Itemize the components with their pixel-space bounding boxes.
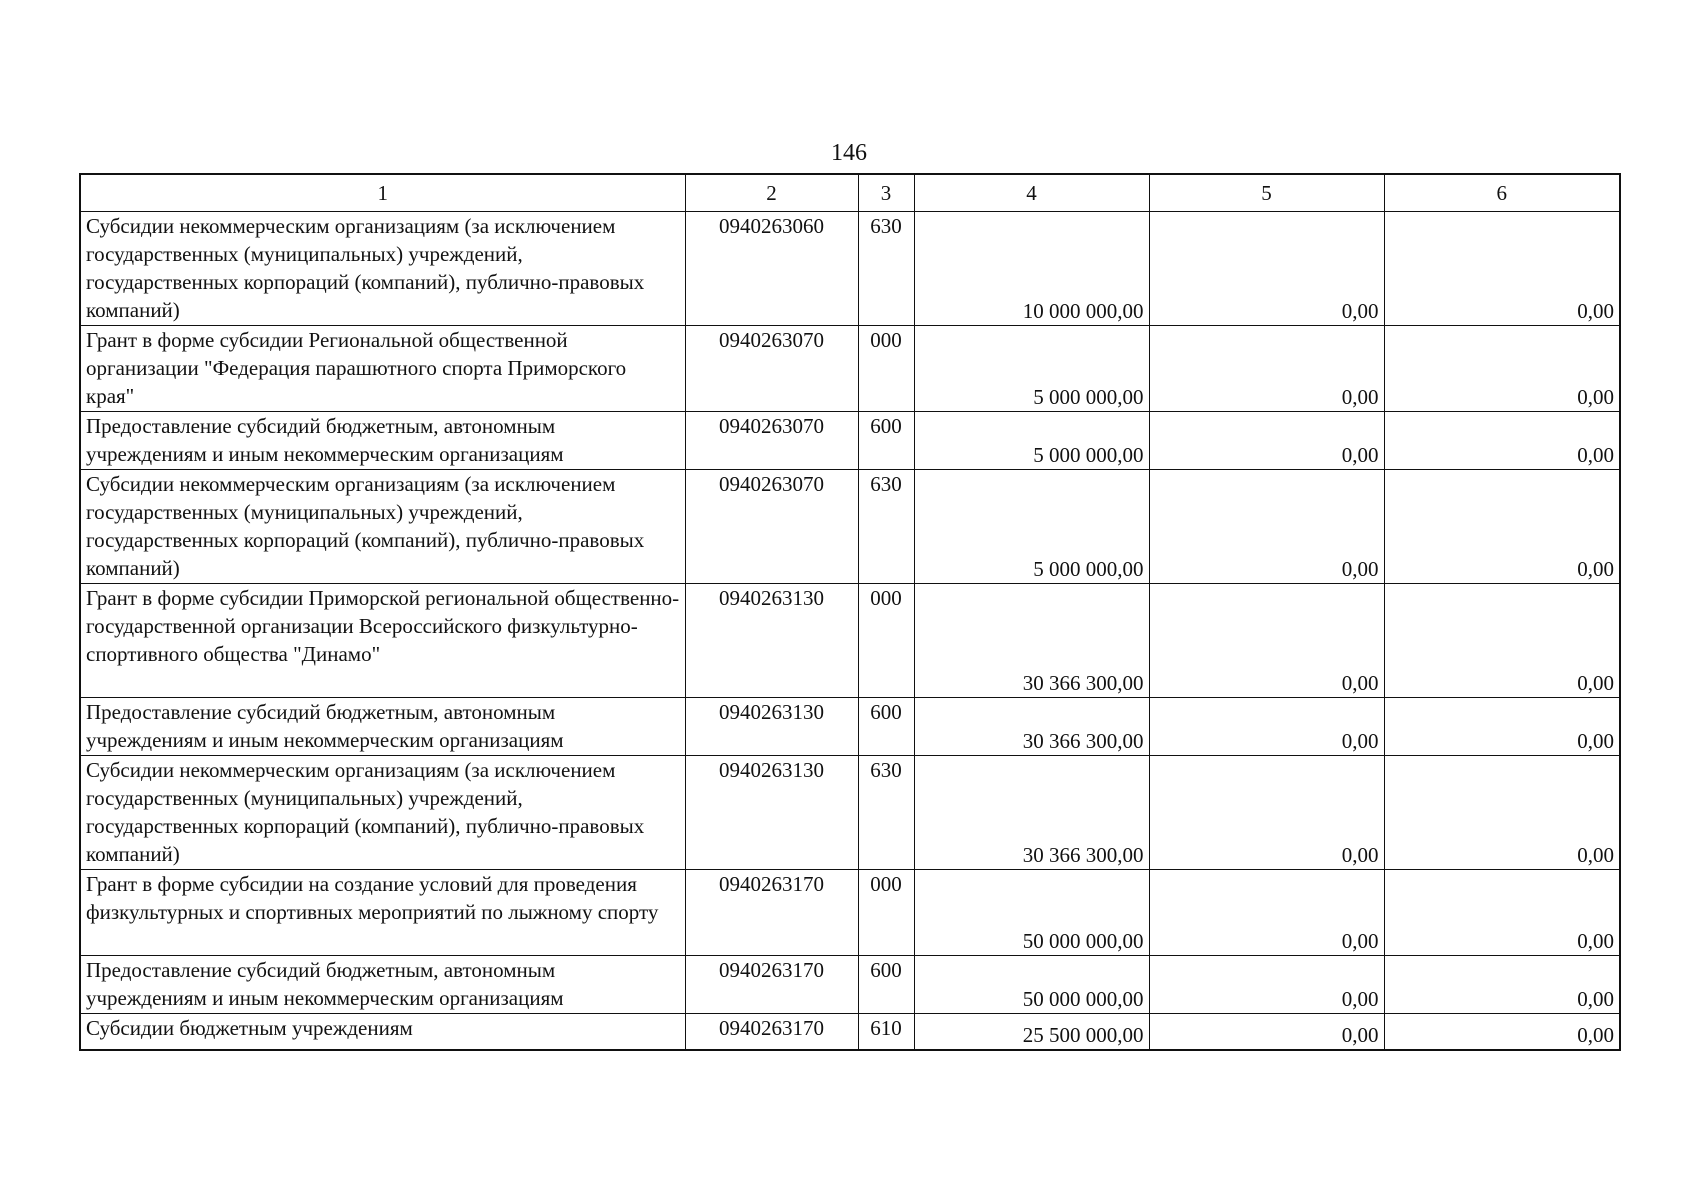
row-value-4: 25 500 000,00 xyxy=(914,1014,1149,1050)
header-col-4: 4 xyxy=(914,174,1149,212)
header-col-1: 1 xyxy=(80,174,685,212)
row-type: 000 xyxy=(858,584,914,698)
header-col-3: 3 xyxy=(858,174,914,212)
row-type: 000 xyxy=(858,326,914,412)
table-row xyxy=(80,956,1620,1014)
row-value-5: 0,00 xyxy=(1149,412,1384,470)
row-value-4: 30 366 300,00 xyxy=(914,584,1149,698)
row-name: Субсидии бюджетным учреждениям xyxy=(80,1014,685,1050)
row-name: Грант в форме субсидии Региональной общественной организации "Федерация парашютного спорта Приморского края" xyxy=(80,326,685,412)
row-value-5: 0,00 xyxy=(1149,698,1384,756)
row-value-5: 0,00 xyxy=(1149,470,1384,584)
row-value-6: 0,00 xyxy=(1384,956,1620,1014)
row-value-5: 0,00 xyxy=(1149,1014,1384,1050)
row-code: 0940263170 xyxy=(685,956,858,1014)
header-row xyxy=(80,174,1620,212)
row-code: 0940263070 xyxy=(685,412,858,470)
row-value-4: 30 366 300,00 xyxy=(914,698,1149,756)
row-code: 0940263130 xyxy=(685,756,858,870)
row-value-5: 0,00 xyxy=(1149,870,1384,956)
row-type: 630 xyxy=(858,470,914,584)
header-col-5: 5 xyxy=(1149,174,1384,212)
row-value-6: 0,00 xyxy=(1384,326,1620,412)
header-col-6: 6 xyxy=(1384,174,1620,212)
row-type: 600 xyxy=(858,698,914,756)
table-row xyxy=(80,756,1620,870)
row-value-5: 0,00 xyxy=(1149,756,1384,870)
row-type: 000 xyxy=(858,870,914,956)
row-code: 0940263070 xyxy=(685,470,858,584)
row-code: 0940263060 xyxy=(685,212,858,326)
row-value-4: 50 000 000,00 xyxy=(914,956,1149,1014)
row-value-6: 0,00 xyxy=(1384,412,1620,470)
row-name: Грант в форме субсидии Приморской региональной общественно-государственной организации Всероссийского физкультурно-спортивного общества "Динамо" xyxy=(80,584,685,698)
row-value-6: 0,00 xyxy=(1384,756,1620,870)
row-type: 600 xyxy=(858,956,914,1014)
row-value-5: 0,00 xyxy=(1149,326,1384,412)
row-value-6: 0,00 xyxy=(1384,870,1620,956)
table-row xyxy=(80,412,1620,470)
row-type: 610 xyxy=(858,1014,914,1050)
row-name: Грант в форме субсидии на создание условий для проведения физкультурных и спортивных мероприятий по лыжному спорту xyxy=(80,870,685,956)
row-value-4: 5 000 000,00 xyxy=(914,412,1149,470)
row-type: 630 xyxy=(858,212,914,326)
row-value-5: 0,00 xyxy=(1149,212,1384,326)
row-name: Субсидии некоммерческим организациям (за исключением государственных (муниципальных) учреждений, государственных корпораций (компаний), публично-правовых компаний) xyxy=(80,756,685,870)
row-value-4: 10 000 000,00 xyxy=(914,212,1149,326)
row-value-5: 0,00 xyxy=(1149,956,1384,1014)
row-value-4: 50 000 000,00 xyxy=(914,870,1149,956)
row-name: Предоставление субсидий бюджетным, автономным учреждениям и иным некоммерческим организациям xyxy=(80,956,685,1014)
table-row xyxy=(80,698,1620,756)
table-row xyxy=(80,584,1620,698)
page-number: 146 xyxy=(831,140,867,166)
row-code: 0940263130 xyxy=(685,698,858,756)
row-value-4: 5 000 000,00 xyxy=(914,326,1149,412)
row-code: 0940263130 xyxy=(685,584,858,698)
table-row xyxy=(80,326,1620,412)
row-value-6: 0,00 xyxy=(1384,698,1620,756)
row-name: Субсидии некоммерческим организациям (за исключением государственных (муниципальных) учреждений, государственных корпораций (компаний), публично-правовых компаний) xyxy=(80,212,685,326)
table-row xyxy=(80,212,1620,326)
row-name: Субсидии некоммерческим организациям (за исключением государственных (муниципальных) учреждений, государственных корпораций (компаний), публично-правовых компаний) xyxy=(80,470,685,584)
row-value-6: 0,00 xyxy=(1384,470,1620,584)
row-code: 0940263070 xyxy=(685,326,858,412)
row-code: 0940263170 xyxy=(685,870,858,956)
table-row xyxy=(80,1014,1620,1050)
budget-table xyxy=(79,173,1621,1051)
row-value-6: 0,00 xyxy=(1384,584,1620,698)
table-row xyxy=(80,870,1620,956)
row-value-5: 0,00 xyxy=(1149,584,1384,698)
row-type: 630 xyxy=(858,756,914,870)
row-type: 600 xyxy=(858,412,914,470)
row-value-4: 30 366 300,00 xyxy=(914,756,1149,870)
row-value-6: 0,00 xyxy=(1384,212,1620,326)
row-name: Предоставление субсидий бюджетным, автономным учреждениям и иным некоммерческим организациям xyxy=(80,698,685,756)
row-name: Предоставление субсидий бюджетным, автономным учреждениям и иным некоммерческим организациям xyxy=(80,412,685,470)
table-row xyxy=(80,470,1620,584)
row-code: 0940263170 xyxy=(685,1014,858,1050)
row-value-4: 5 000 000,00 xyxy=(914,470,1149,584)
header-col-2: 2 xyxy=(685,174,858,212)
row-value-6: 0,00 xyxy=(1384,1014,1620,1050)
